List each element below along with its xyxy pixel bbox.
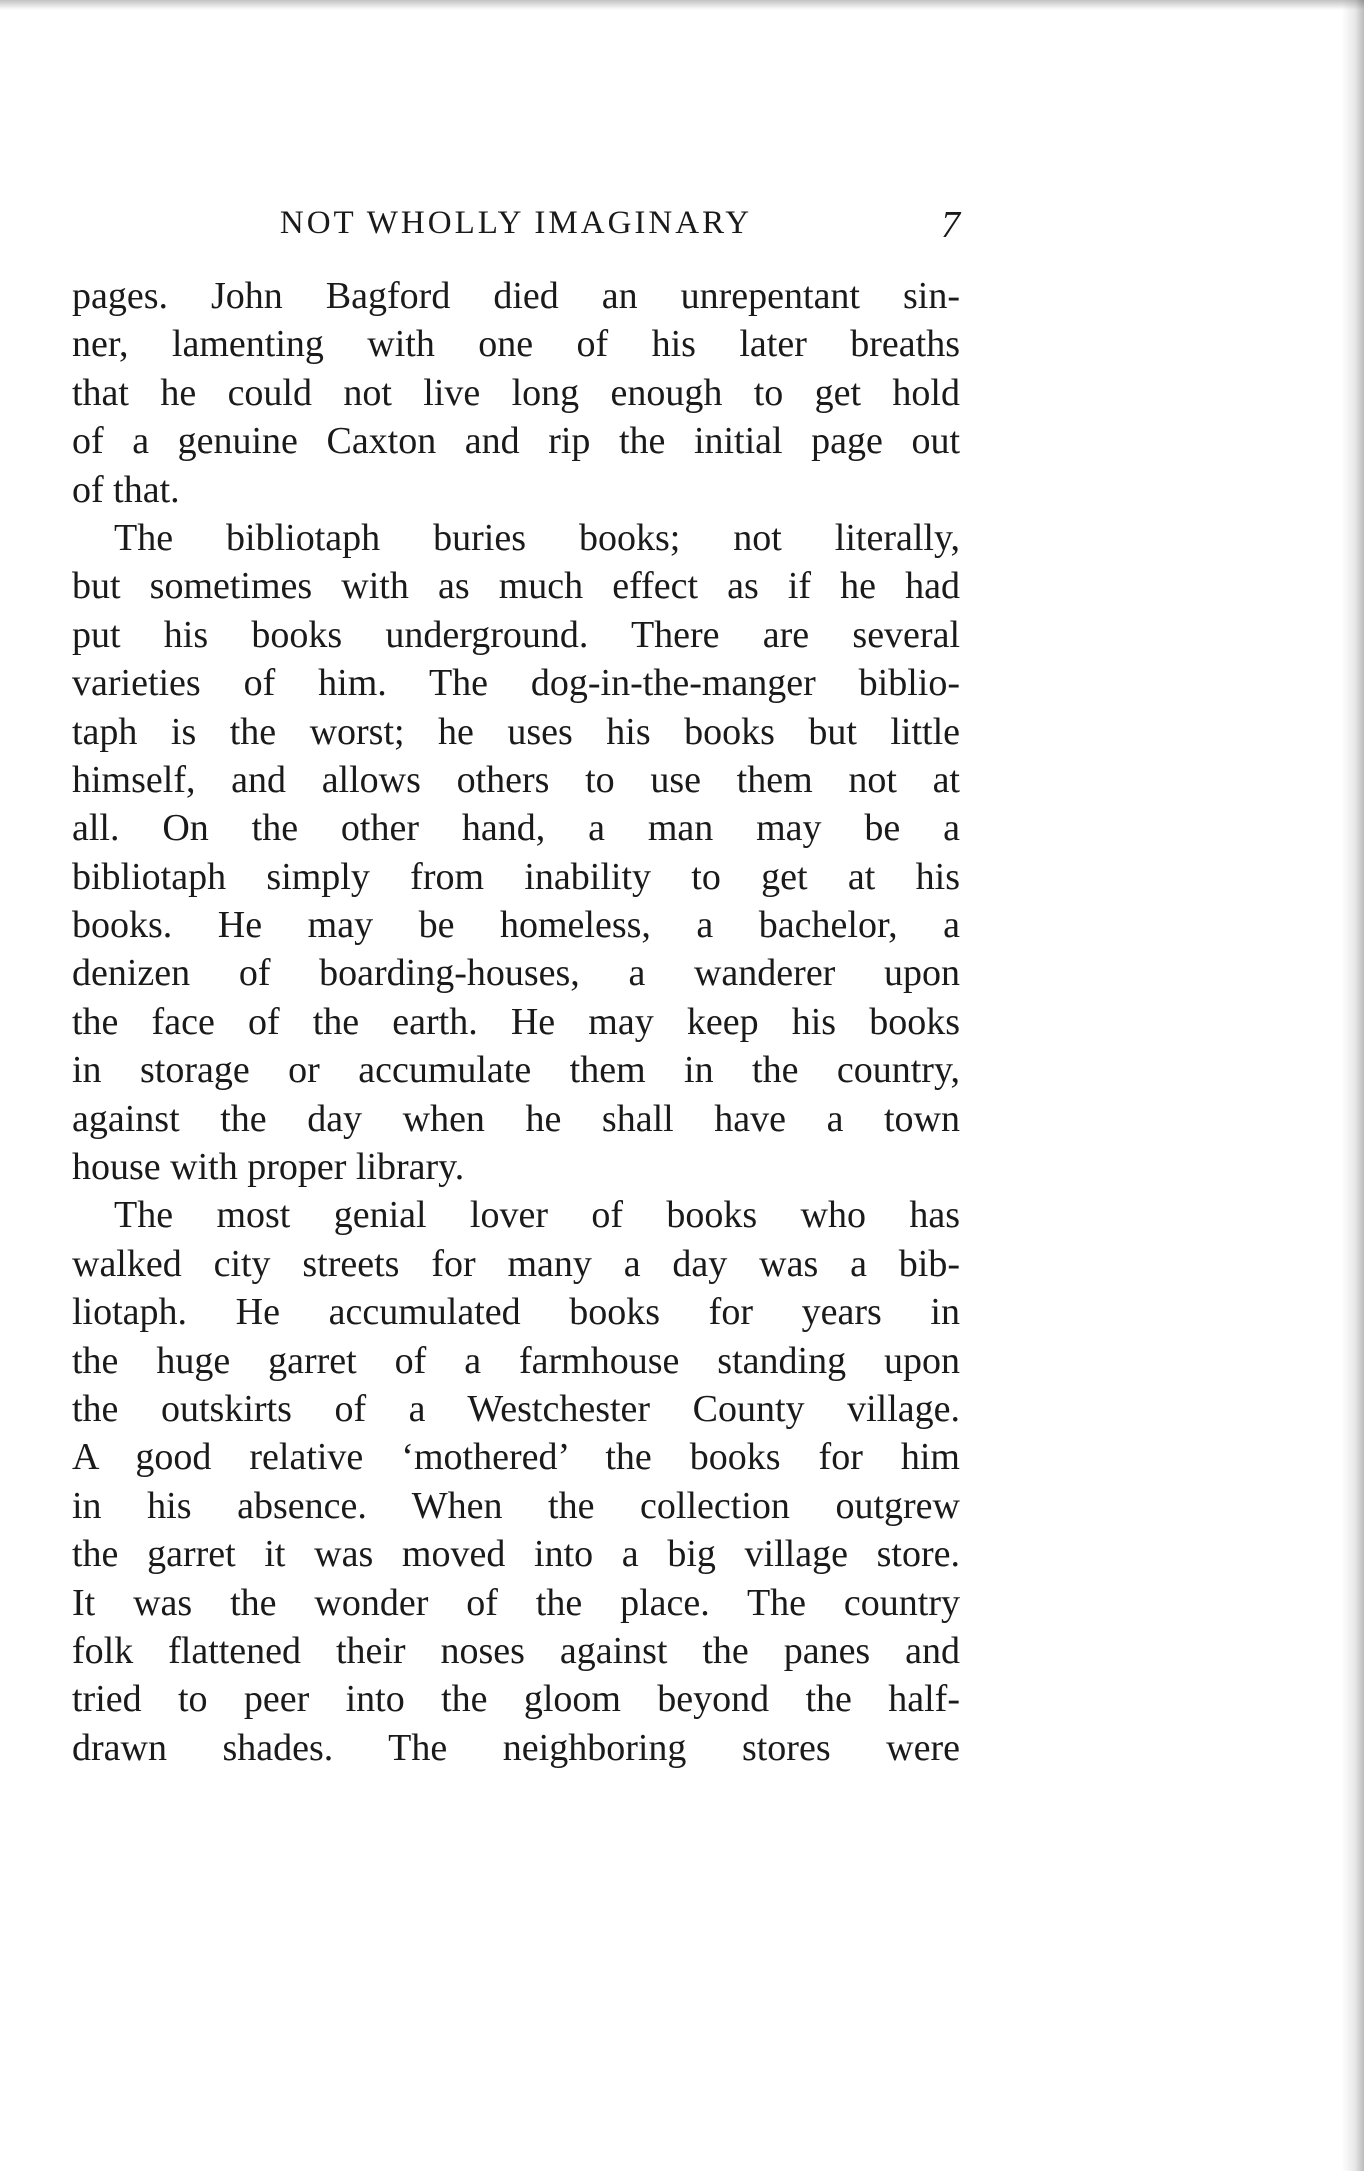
text-line: in his absence. When the collection outgrew (72, 1484, 960, 1527)
text-line: house with proper library. (72, 1146, 465, 1189)
running-head: NOT WHOLLY IMAGINARY (279, 205, 753, 241)
text-line: denizen of boarding-houses, a wanderer upon (72, 952, 960, 995)
text-line: drawn shades. The neighboring stores were (72, 1726, 960, 1769)
text-line: bibliotaph simply from inability to get at his (72, 855, 960, 898)
text-line: the face of the earth. He may keep his books (72, 1000, 960, 1043)
body-text (72, 272, 960, 1772)
text-line: The bibliotaph buries books; not literally, (114, 516, 960, 559)
text-line: The most genial lover of books who has (114, 1194, 960, 1237)
text-line: liotaph. He accumulated books for years in (72, 1291, 960, 1334)
text-line: taph is the worst; he uses his books but little (72, 710, 960, 753)
text-line: tried to peer into the gloom beyond the half- (72, 1678, 960, 1721)
text-line: but sometimes with as much effect as if he had (72, 565, 960, 608)
text-line: the outskirts of a Westchester County village. (72, 1387, 960, 1430)
text-line: folk flattened their noses against the panes and (72, 1629, 960, 1672)
text-line: pages. John Bagford died an unrepentant sin- (72, 275, 960, 317)
text-line: put his books underground. There are several (72, 613, 960, 656)
text-line: A good relative ‘mothered’ the books for him (72, 1436, 960, 1479)
page-header (72, 205, 960, 255)
page-number: 7 (941, 204, 960, 246)
text-line: that he could not live long enough to get hold (72, 371, 960, 414)
text-line: ner, lamenting with one of his later breaths (72, 323, 960, 366)
text-line: the huge garret of a farmhouse standing upon (72, 1339, 960, 1382)
text-line: of that. (72, 468, 180, 511)
text-line: books. He may be homeless, a bachelor, a (72, 904, 960, 947)
text-line: of a genuine Caxton and rip the initial page out (72, 420, 960, 463)
text-line: varieties of him. The dog-in-the-manger biblio- (72, 662, 960, 705)
text-line: himself, and allows others to use them not at (72, 758, 960, 801)
text-line: It was the wonder of the place. The country (72, 1581, 960, 1624)
text-line: all. On the other hand, a man may be a (72, 807, 960, 850)
scan-edge-right (1342, 0, 1364, 2171)
text-line: in storage or accumulate them in the country, (72, 1049, 960, 1092)
text-line: walked city streets for many a day was a bib- (72, 1242, 960, 1285)
text-line: the garret it was moved into a big village store. (72, 1533, 960, 1576)
text-line: against the day when he shall have a town (72, 1097, 960, 1140)
scan-edge-top (0, 0, 1364, 10)
